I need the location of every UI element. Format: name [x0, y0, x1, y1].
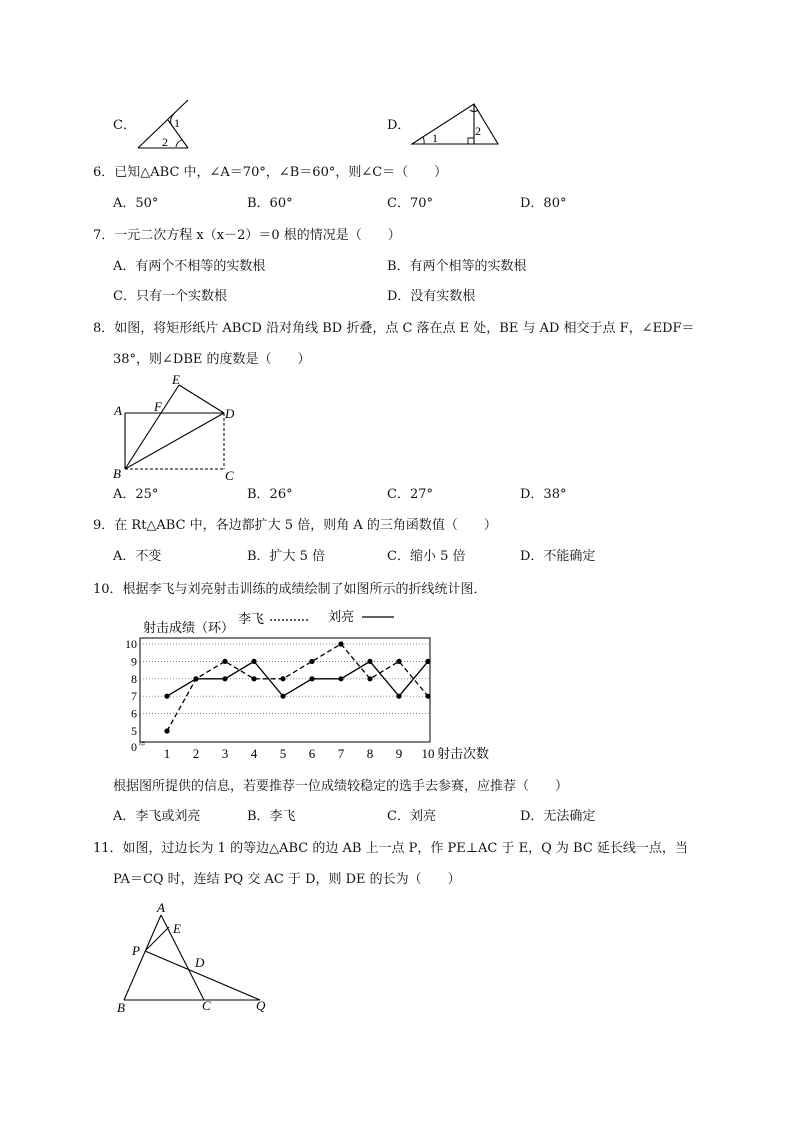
- chart-legend-lifei: 李飞: [238, 611, 265, 626]
- chart-point-lifei: [425, 694, 430, 699]
- chart-point-lifei: [164, 728, 169, 733]
- q11-label-e: E: [173, 921, 181, 936]
- q8-label-c: C: [225, 468, 234, 483]
- chart-series-line-liuliang: [167, 661, 428, 696]
- q9-option-b: B．扩大 5 倍: [247, 549, 326, 564]
- q5-d-angle2: 2: [475, 124, 481, 138]
- q6-stem: 6．已知△ABC 中，∠A＝70°，∠B＝60°，则∠C＝（ ）: [93, 165, 448, 180]
- q8-label-e: E: [172, 372, 180, 387]
- q10-option-c: C．刘亮: [387, 809, 436, 824]
- chart-point-liuliang: [425, 659, 430, 664]
- q10-option-b: B．李飞: [247, 809, 296, 824]
- q8-stem-line1: 8．如图，将矩形纸片 ABCD 沿对角线 BD 折叠，点 C 落在点 E 处，BE 与 AD 相交于点 F，∠EDF＝: [93, 321, 695, 336]
- q11-stem-line2: PA＝CQ 时，连结 PQ 交 AC 于 D，则 DE 的长为（ ）: [113, 872, 461, 887]
- q9-stem: 9．在 Rt△ABC 中，各边都扩大 5 倍，则角 A 的三角函数值（ ）: [93, 518, 497, 533]
- chart-legend-liuliang: 刘亮: [328, 609, 355, 624]
- chart-point-liuliang: [367, 659, 372, 664]
- chart-point-liuliang: [193, 676, 198, 681]
- q10-after-text: 根据图所提供的信息，若要推荐一位成绩较稳定的选手去参赛，应推荐（ ）: [113, 779, 569, 794]
- chart-ytick-label: 8: [131, 671, 137, 686]
- q11-label-p: P: [132, 943, 140, 958]
- chart-point-liuliang: [164, 694, 169, 699]
- chart-ytick-label: 6: [131, 706, 137, 721]
- chart-point-lifei: [251, 676, 256, 681]
- q8-stem-line2: 38°，则∠DBE 的度数是（ ）: [113, 352, 311, 367]
- q5-option-d-label: D．: [387, 118, 411, 133]
- q10-stem: 10．根据李飞与刘亮射击训练的成绩绘制了如图所示的折线统计图．: [93, 582, 487, 597]
- chart-point-lifei: [367, 676, 372, 681]
- q5-c-angle2: 2: [162, 135, 168, 149]
- chart-point-lifei: [396, 659, 401, 664]
- q5-figure-c: [138, 100, 198, 152]
- chart-ytick-label: 10: [125, 637, 137, 651]
- chart-xtick-label: 10: [421, 746, 435, 761]
- q10-line-chart: [110, 605, 510, 770]
- q5-option-c-label: C．: [113, 118, 136, 133]
- q7-stem: 7．一元二次方程 x（x－2）＝0 根的情况是（ ）: [93, 228, 401, 243]
- chart-point-liuliang: [280, 694, 285, 699]
- q9-option-a: A．不变: [113, 549, 162, 564]
- q5-c-angle1: 1: [174, 116, 180, 130]
- q5-d-angle1: 1: [432, 131, 438, 145]
- q8-label-a: A: [114, 403, 122, 418]
- q9-option-c: C．缩小 5 倍: [387, 549, 466, 564]
- q11-label-c: C: [202, 998, 211, 1013]
- chart-point-liuliang: [396, 694, 401, 699]
- chart-plot-frame: [140, 638, 430, 742]
- q6-option-d: D．80°: [520, 196, 567, 211]
- q8-label-f: F: [154, 399, 162, 414]
- q7-option-c: C．只有一个实数根: [113, 289, 227, 304]
- chart-ytick-label: 0: [131, 740, 137, 754]
- chart-xtick-label: 1: [163, 746, 171, 761]
- chart-point-lifei: [222, 659, 227, 664]
- chart-ytick-label: 9: [131, 654, 137, 669]
- chart-point-liuliang: [309, 676, 314, 681]
- q6-option-a: A．50°: [113, 196, 159, 211]
- q8-option-a: A．25°: [113, 487, 159, 502]
- chart-xtick-label: 8: [366, 746, 374, 761]
- chart-ytick-label: 7: [131, 689, 137, 704]
- chart-point-lifei: [309, 659, 314, 664]
- q11-label-b: B: [117, 1000, 125, 1015]
- q6-option-b: B．60°: [247, 196, 293, 211]
- q9-option-d: D．不能确定: [520, 549, 596, 564]
- q7-option-b: B．有两个相等的实数根: [387, 259, 527, 274]
- chart-xtick-label: 4: [250, 746, 258, 761]
- chart-ytick-label: 5: [131, 724, 137, 738]
- q11-label-a: A: [157, 900, 165, 915]
- q10-option-d: D．无法确定: [520, 809, 596, 824]
- chart-xtick-label: 5: [279, 746, 287, 761]
- chart-xtick-label: 6: [308, 746, 316, 761]
- chart-xlabel: 射击次数: [437, 746, 490, 761]
- chart-xtick-label: 9: [395, 746, 403, 761]
- q8-label-d: D: [225, 406, 235, 421]
- chart-point-liuliang: [338, 676, 343, 681]
- chart-point-lifei: [338, 641, 343, 646]
- chart-point-liuliang: [251, 659, 256, 664]
- q5-figure-d: [412, 102, 500, 146]
- chart-xtick-label: 3: [221, 746, 229, 761]
- q11-stem-line1: 11．如图，过边长为 1 的等边△ABC 的边 AB 上一点 P，作 PE⊥AC 于 E，Q 为 BC 延长线一点，当: [93, 841, 688, 856]
- q8-option-b: B．26°: [247, 487, 293, 502]
- q8-option-c: C．27°: [387, 487, 433, 502]
- q7-option-d: D．没有实数根: [387, 289, 476, 304]
- chart-title: 射击成绩（环）: [143, 620, 235, 635]
- chart-xtick-label: 7: [337, 746, 345, 761]
- q11-label-d: D: [195, 955, 205, 970]
- q11-figure: [112, 897, 272, 1017]
- q8-label-b: B: [113, 466, 121, 481]
- chart-point-lifei: [280, 676, 285, 681]
- q11-label-q: Q: [256, 998, 266, 1013]
- chart-point-liuliang: [222, 676, 227, 681]
- chart-axis-break: ≈: [139, 738, 146, 750]
- q6-option-c: C．70°: [387, 196, 433, 211]
- chart-xtick-label: 2: [192, 746, 200, 761]
- q7-option-a: A．有两个不相等的实数根: [113, 259, 266, 274]
- q10-option-a: A．李飞或刘亮: [113, 809, 201, 824]
- q8-figure: [112, 372, 240, 482]
- q8-option-d: D．38°: [520, 487, 567, 502]
